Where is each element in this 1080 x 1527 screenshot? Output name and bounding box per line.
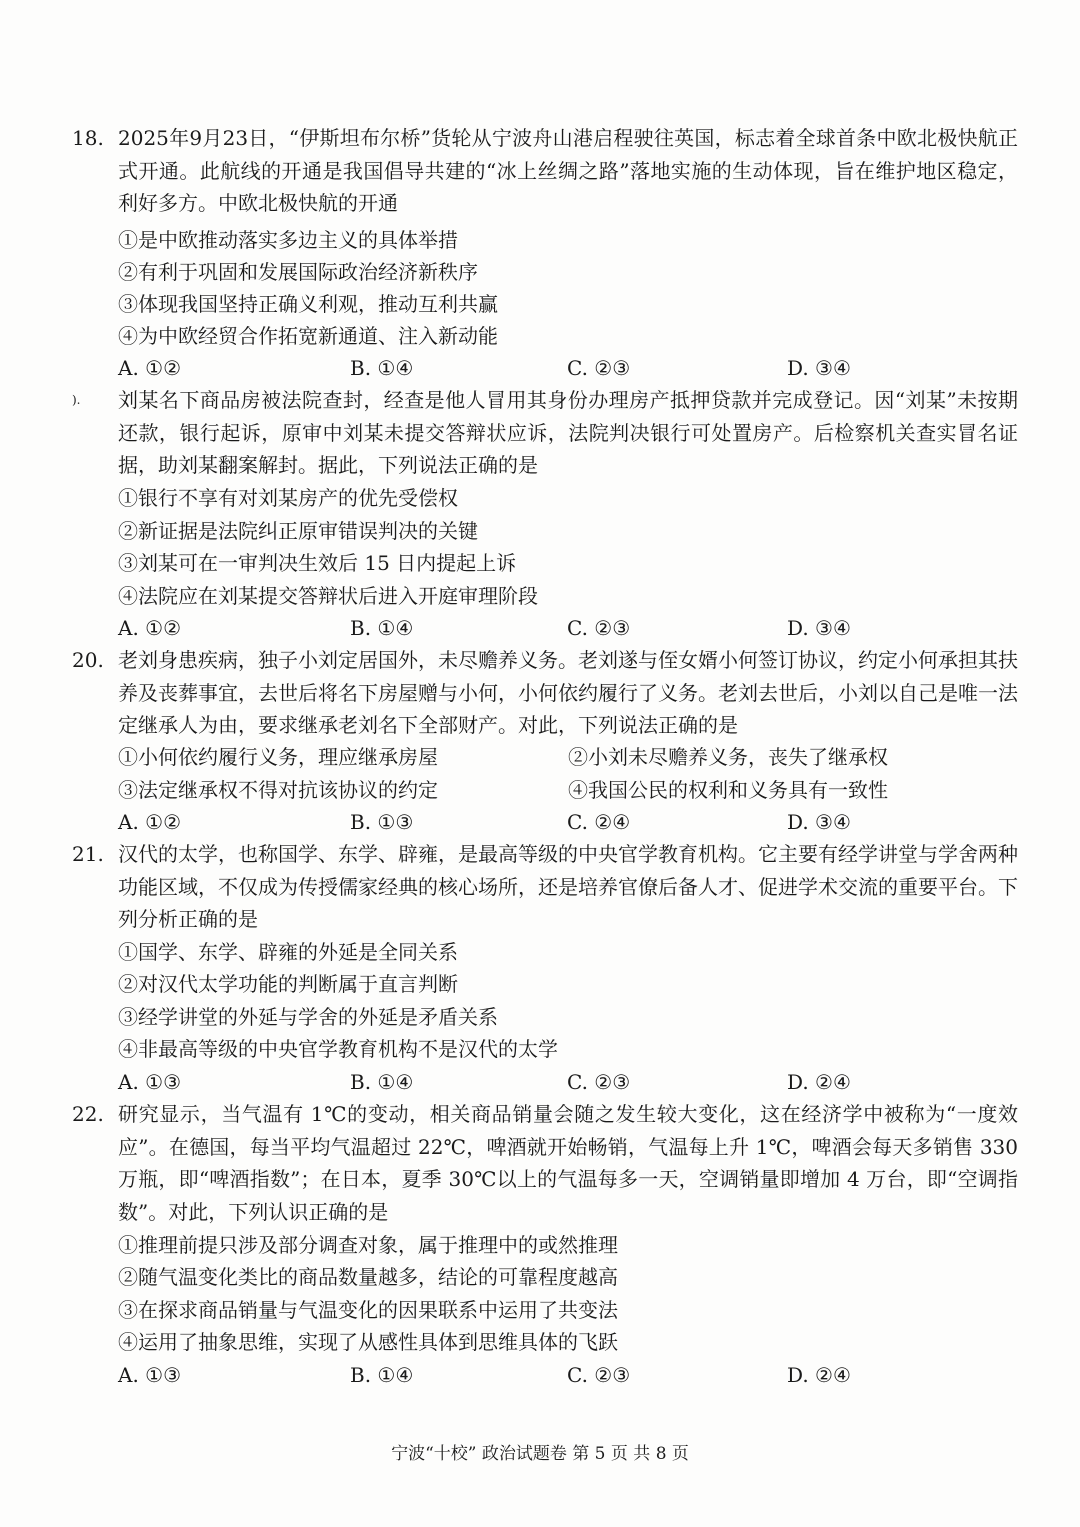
option-2: ②有利于巩固和发展国际政治经济新秩序 [118,260,478,284]
answer-a: A. ①② [118,810,182,834]
answer-a: A. ①② [118,616,182,640]
question-stem: 刘某名下商品房被法院查封，经查是他人冒用其身份办理房产抵押贷款并完成登记。因“刘某”未按期还款，银行起诉，原审中刘某未提交答辩状应诉，法院判决银行可处置房产。后检察机关查实冒名证据，助刘某翻案解封。据此，下列说法正确的是 [118,388,1018,478]
answer-c: C. ②③ [567,1070,631,1094]
option-1: ①推理前提只涉及部分调查对象，属于推理中的或然推理 [118,1233,618,1257]
answer-b: B. ①④ [350,1363,414,1387]
option-4: ④我国公民的权利和义务具有一致性 [568,778,888,802]
answer-b: B. ①④ [350,616,414,640]
option-1: ①是中欧推动落实多边主义的具体举措 [118,228,458,252]
answer-d: D. ③④ [787,616,851,640]
question-stem: 研究显示，当气温有 1℃的变动，相关商品销量会随之发生较大变化，这在经济学中被称为“一度效应”。在德国，每当平均气温超过 22℃，啤酒就开始畅销，气温每上升 1℃，啤酒会每天多销售 330 万瓶，即“啤酒指数”；在日本，夏季 30℃以上的气温每多一天，空调销量即增加 4 万台，即“空调指数”。对此，下列认识正确的是 [118,1102,1018,1224]
option-3: ③经学讲堂的外延与学舍的外延是矛盾关系 [118,1005,498,1029]
answer-c: C. ②④ [567,810,631,834]
option-4: ④为中欧经贸合作拓宽新通道、注入新动能 [118,324,498,348]
answer-b: B. ①④ [350,356,414,380]
question-stem: 2025年9月23日，“伊斯坦布尔桥”货轮从宁波舟山港启程驶往英国，标志着全球首条中欧北极快航正式开通。此航线的开通是我国倡导共建的“冰上丝绸之路”落地实施的生动体现，旨在维护地区稳定，利好多方。中欧北极快航的开通 [118,126,1018,216]
answer-a: A. ①③ [118,1070,182,1094]
option-4: ④法院应在刘某提交答辩状后进入开庭审理阶段 [118,584,538,608]
question-number: 21. [72,842,104,866]
option-3: ③刘某可在一审判决生效后 15 日内提起上诉 [118,551,517,575]
answer-d: D. ③④ [787,356,851,380]
answer-d: D. ②④ [787,1070,851,1094]
option-3: ③体现我国坚持正确义利观，推动互利共赢 [118,292,498,316]
option-1: ①银行不享有对刘某房产的优先受偿权 [118,486,458,510]
answer-c: C. ②③ [567,616,631,640]
option-2: ②小刘未尽赡养义务，丧失了继承权 [568,745,888,769]
option-4: ④运用了抽象思维，实现了从感性具体到思维具体的飞跃 [118,1330,618,1354]
answer-d: D. ③④ [787,810,851,834]
question-number: ). [72,393,81,407]
question-number: 22. [72,1102,104,1126]
page-footer: 宁波“十校” 政治试题卷 第 5 页 共 8 页 [391,1444,689,1464]
option-1: ①小何依约履行义务，理应继承房屋 [118,745,438,769]
answer-b: B. ①③ [350,810,414,834]
option-2: ②新证据是法院纠正原审错误判决的关键 [118,519,478,543]
option-2: ②随气温变化类比的商品数量越多，结论的可靠程度越高 [118,1265,618,1289]
option-4: ④非最高等级的中央官学教育机构不是汉代的太学 [118,1037,558,1061]
answer-c: C. ②③ [567,1363,631,1387]
answer-b: B. ①④ [350,1070,414,1094]
question-number: 18. [72,126,104,150]
option-1: ①国学、东学、辟雍的外延是全同关系 [118,940,458,964]
answer-a: A. ①② [118,356,182,380]
answer-a: A. ①③ [118,1363,182,1387]
option-3: ③法定继承权不得对抗该协议的约定 [118,778,438,802]
question-stem: 汉代的太学，也称国学、东学、辟雍，是最高等级的中央官学教育机构。它主要有经学讲堂与学舍两种功能区域，不仅成为传授儒家经典的核心场所，还是培养官僚后备人才、促进学术交流的重要平台。下列分析正确的是 [118,842,1018,932]
answer-d: D. ②④ [787,1363,851,1387]
question-stem: 老刘身患疾病，独子小刘定居国外，未尽赡养义务。老刘遂与侄女婿小何签订协议，约定小何承担其扶养及丧葬事宜，去世后将名下房屋赠与小何，小何依约履行了义务。老刘去世后，小刘以自己是唯一法定继承人为由，要求继承老刘名下全部财产。对此，下列说法正确的是 [118,648,1018,738]
answer-c: C. ②③ [567,356,631,380]
option-3: ③在探求商品销量与气温变化的因果联系中运用了共变法 [118,1298,618,1322]
question-number: 20. [72,648,104,672]
option-2: ②对汉代太学功能的判断属于直言判断 [118,972,458,996]
